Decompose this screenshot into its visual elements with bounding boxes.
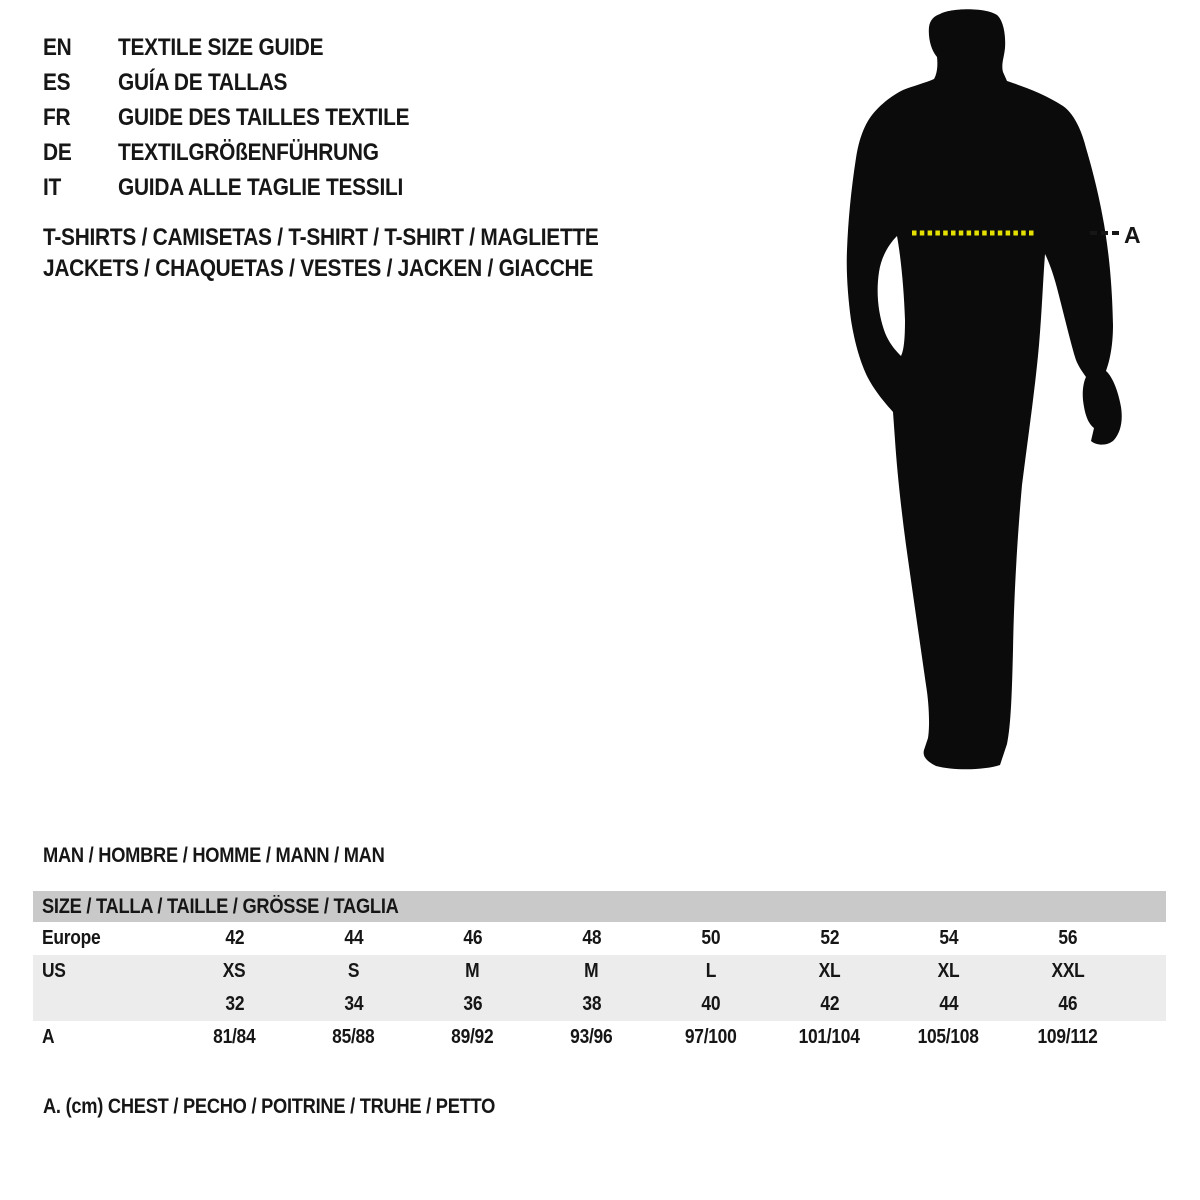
size-table-header [33,891,1166,922]
table-row-chest-a [33,1021,1166,1054]
row-label: US [42,960,66,982]
size-cell: M [584,960,599,982]
size-cell: XXL [1050,960,1085,982]
size-cell: XS [223,960,246,982]
size-cell: XL [937,960,960,982]
language-row-it [43,170,453,205]
language-title: TEXTILE SIZE GUIDE [118,34,324,61]
table-row-us [33,955,1166,988]
language-row-de [43,135,453,170]
size-table-header-text: SIZE / TALLA / TAILLE / GRÖSSE / TAGLIA [42,895,399,918]
language-code: DE [43,139,72,166]
language-row-es [43,65,453,100]
size-cell: 34 [344,993,363,1015]
table-row-us-numeric [33,988,1166,1021]
measurement-footnote [43,1094,563,1120]
size-cell: 44 [344,927,363,949]
size-cell: S [347,960,360,982]
measurement-footnote-text: A. (cm) CHEST / PECHO / POITRINE / TRUHE / PETTO [43,1095,496,1118]
category-line-jackets: JACKETS / CHAQUETAS / VESTES / JACKEN / GIACCHE [43,255,594,282]
size-cell: 46 [1058,993,1077,1015]
size-cell: XL [818,960,841,982]
size-cell: 101/104 [798,1026,861,1048]
size-cell: 36 [463,993,482,1015]
size-cell: 105/108 [917,1026,980,1048]
size-cell: 32 [225,993,244,1015]
size-cell: L [705,960,716,982]
language-title: GUIDE DES TAILLES TEXTILE [118,104,410,131]
size-cell: 50 [701,927,720,949]
man-silhouette-figure [830,4,1170,784]
language-title-list [43,30,453,205]
section-title-man [43,844,436,868]
language-title: GUIDA ALLE TAGLIE TESSILI [118,174,404,201]
language-code: IT [43,174,62,201]
row-label: A [42,1026,55,1048]
size-cell: 42 [225,927,244,949]
size-cell: 97/100 [684,1026,737,1048]
man-silhouette [847,9,1122,769]
size-cell: 52 [820,927,839,949]
language-code: FR [43,104,71,131]
category-line-tshirts: T-SHIRTS / CAMISETAS / T-SHIRT / T-SHIRT / MAGLIETTE [43,224,599,251]
row-label: Europe [42,927,101,949]
section-title-text: MAN / HOMBRE / HOMME / MANN / MAN [43,844,385,867]
size-cell: 81/84 [213,1026,256,1048]
size-cell: 44 [939,993,958,1015]
size-cell: M [465,960,480,982]
size-cell: 89/92 [451,1026,494,1048]
size-cell: 54 [939,927,958,949]
language-code: EN [43,34,72,61]
language-code: ES [43,69,71,96]
language-title: TEXTILGRÖßENFÜHRUNG [118,139,379,166]
size-table [33,891,1166,1054]
size-cell: 38 [582,993,601,1015]
size-cell: 46 [463,927,482,949]
garment-categories [43,222,682,284]
size-cell: 109/112 [1037,1026,1098,1048]
language-row-fr [43,100,453,135]
size-cell: 40 [701,993,720,1015]
language-title: GUÍA DE TALLAS [118,69,288,96]
table-row-europe [33,922,1166,955]
measure-label-a: A [1124,222,1141,248]
language-row-en [43,30,453,65]
size-cell: 56 [1058,927,1077,949]
size-cell: 85/88 [332,1026,375,1048]
size-cell: 48 [582,927,601,949]
size-cell: 42 [820,993,839,1015]
size-cell: 93/96 [570,1026,613,1048]
